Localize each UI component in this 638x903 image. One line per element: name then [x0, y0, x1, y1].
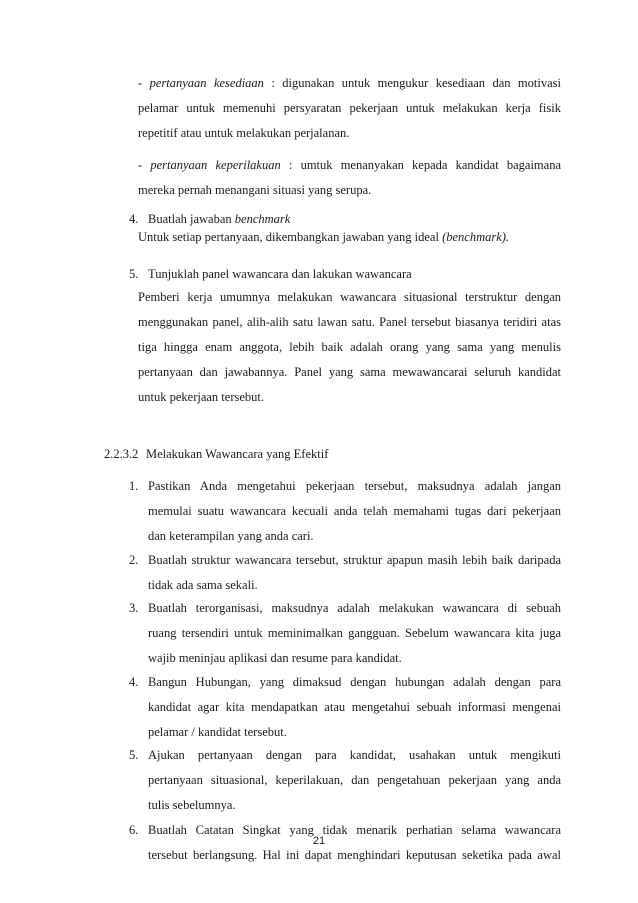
list-item-line: Bangun Hubungan, yang dimaksud dengan hubungan adalah dengan para [148, 675, 561, 689]
list-item-line: tidak ada sama sekali. [148, 578, 258, 592]
section-title: Melakukan Wawancara yang Efektif [146, 447, 329, 461]
list-item-5-number: 5. [129, 748, 139, 762]
kesediaan-line-1: - pertanyaan kesediaan : digunakan untuk mengukur kesediaan dan motivasi [138, 76, 561, 90]
list-item-4-number: 4. [129, 675, 139, 689]
list-item-2-number: 2. [129, 553, 139, 567]
step-5-body-line: menggunakan panel, alih-alih satu lawan satu. Panel tersebut biasanya teridiri atas [138, 315, 561, 329]
kesediaan-term: pertanyaan kesediaan [149, 76, 264, 90]
list-item-line: dan keterampilan yang anda cari. [148, 529, 314, 543]
list-item-line: memulai suatu wawancara kecuali anda telah memahami tugas dari pekerjaan [148, 504, 561, 518]
step-5-body-line: tiga hingga enam anggota, lebih baik adalah orang yang sama yang menulis [138, 340, 561, 354]
list-item-line: Buatlah Catatan Singkat yang tidak menarik perhatian selama wawancara [148, 823, 561, 837]
list-item-line: Buatlah terorganisasi, maksudnya adalah melakukan wawancara di sebuah [148, 601, 561, 615]
keperilakuan-term: pertanyaan keperilakuan [150, 158, 281, 172]
list-item-line: kandidat agar kita mendapatkan atau mengetahui sebuah informasi mengenai [148, 700, 561, 714]
section-number: 2.2.3.2 [104, 447, 139, 461]
step-5-body-line: pertanyaan dan jawabannya. Panel yang sama mewawancarai seluruh kandidat [138, 365, 561, 379]
list-item-line: pelamar / kandidat tersebut. [148, 725, 287, 739]
step-4-body: Untuk setiap pertanyaan, dikembangkan jawaban yang ideal (benchmark). [138, 230, 510, 244]
list-item-line: tulis sebelumnya. [148, 798, 236, 812]
kesediaan-line-2: pelamar untuk memenuhi persyaratan pekerjaan untuk melakukan kerja fisik [138, 101, 561, 115]
step-4-title: Buatlah jawaban benchmark [148, 212, 291, 226]
list-item-3-number: 3. [129, 601, 139, 615]
keperilakuan-line-1: - pertanyaan keperilakuan : umtuk menanyakan kepada kandidat bagaimana [138, 158, 561, 172]
step-5-body-line: Pemberi kerja umumnya melakukan wawancara situasional terstruktur dengan [138, 290, 561, 304]
step-4-number: 4. [129, 212, 139, 226]
step-5-title: Tunjuklah panel wawancara dan lakukan wawancara [148, 267, 412, 281]
page-number: 21 [312, 835, 326, 847]
list-item-line: Pastikan Anda mengetahui pekerjaan tersebut, maksudnya adalah jangan [148, 479, 561, 493]
list-item-6-number: 6. [129, 823, 139, 837]
kesediaan-line-3: repetitif atau untuk melakukan perjalanan. [138, 126, 350, 140]
step-5-number: 5. [129, 267, 139, 281]
list-item-line: tersebut berlangsung. Hal ini dapat menghindari keputusan seketika pada awal [148, 848, 561, 862]
list-item-line: Ajukan pertanyaan dengan para kandidat, usahakan untuk mengikuti [148, 748, 561, 762]
list-item-line: Buatlah struktur wawancara tersebut, struktur apapun masih lebih baik daripada [148, 553, 561, 567]
list-item-line: ruang tersendiri untuk meminimalkan gangguan. Sebelum wawancara kita juga [148, 626, 561, 640]
list-item-line: pertanyaan situasional, keperilakuan, dan pengetahuan pekerjaan yang anda [148, 773, 561, 787]
keperilakuan-line-2: mereka pernah menangani situasi yang serupa. [138, 183, 372, 197]
list-item-1-number: 1. [129, 479, 139, 493]
step-5-body-line: untuk pekerjaan tersebut. [138, 390, 264, 404]
list-item-line: wajib meninjau aplikasi dan resume para kandidat. [148, 651, 402, 665]
